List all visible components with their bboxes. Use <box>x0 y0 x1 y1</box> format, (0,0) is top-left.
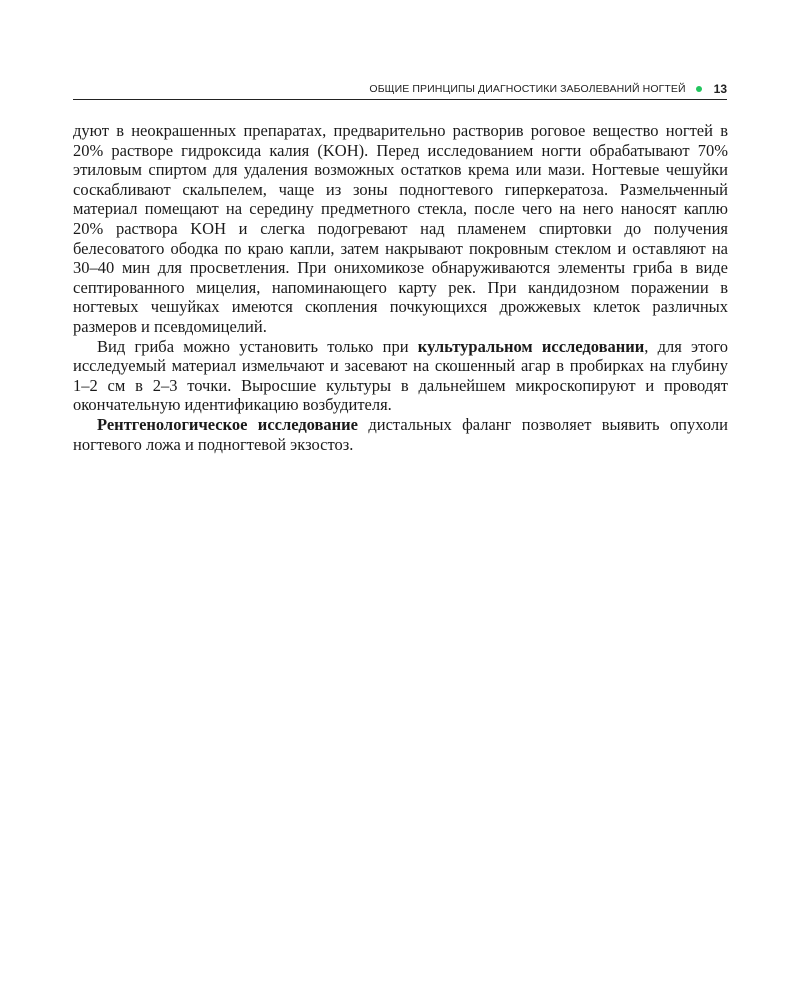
bold-term-culture: культуральном исследовании <box>417 336 645 356</box>
body-text <box>73 121 728 454</box>
page-number: 13 <box>713 82 727 96</box>
paragraph-xray <box>73 415 728 454</box>
paragraph-run: дистальных фаланг позволяет выявить опухоли ногтевого ложа и подногтевой экзостоз. <box>73 414 728 454</box>
running-head <box>73 79 727 100</box>
paragraph-run: дуют в неокрашенных препаратах, предварительно растворив роговое вещество ногтей в 20% растворе гидроксида калия (KOH). Перед исследованием ногти обрабатывают 70% этиловым спиртом для удаления возможных остатков крема или мази. Ногтевые чешуйки соскабливают скальпелем, чаще из зоны подногтевого гиперкератоза. Размельченный материал помещают на середину предметного стекла, после чего на него наносят каплю 20% раствора KOH и слегка подогревают над пламенем спиртовки до получения белесоватого ободка по краю капли, затем накрывают покровным стеклом и оставляют на 30–40 мин для просветления. При онихомикозе обнаруживаются элементы гриба в виде септированного мицелия, напоминающего карту рек. При кандидозном поражении в ногтевых чешуйках имеются скопления почкующихся дрожжевых клеток различных размеров и псевдомицелий. <box>73 121 728 336</box>
bold-term-xray: Рентгенологическое исследование <box>97 414 359 434</box>
green-bullet-icon <box>696 86 702 92</box>
paragraph-run: , для этого исследуемый материал измельчают и засевают на скошенный агар в пробирках на глубину 1–2 см в 2–3 точки. Выросшие культуры в дальнейшем микроскопируют и проводят окончательную идентификацию возбудителя. <box>73 336 728 415</box>
paragraph-culture <box>73 337 728 415</box>
running-title: ОБЩИЕ ПРИНЦИПЫ ДИАГНОСТИКИ ЗАБОЛЕВАНИЙ НОГТЕЙ <box>369 83 686 95</box>
paragraph-microscopy <box>73 121 728 337</box>
paragraph-run: Вид гриба можно установить только при <box>97 336 418 356</box>
